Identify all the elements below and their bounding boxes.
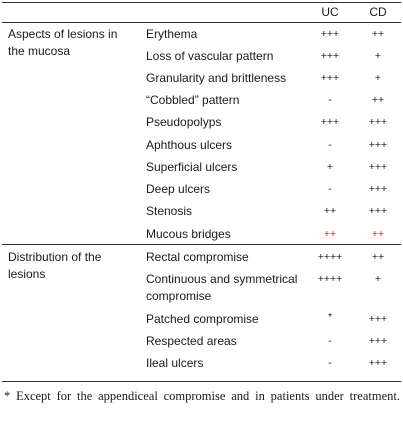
row-label: Patched compromise bbox=[146, 312, 259, 326]
row-label: Mucous bridges bbox=[146, 227, 231, 241]
cd-value: +++ bbox=[368, 183, 388, 195]
cd-value: ++ bbox=[371, 28, 385, 40]
uc-value: - bbox=[328, 183, 332, 195]
cd-value: +++ bbox=[368, 205, 388, 217]
row-label: Pseudopolyps bbox=[146, 115, 222, 129]
row-label: Continuous and symmetrical compromise bbox=[146, 272, 298, 303]
row-label: Rectal compromise bbox=[146, 250, 249, 264]
row-label: Erythema bbox=[146, 27, 198, 41]
row-label: Stenosis bbox=[146, 204, 193, 218]
column-header-uc: UC bbox=[321, 5, 339, 19]
row-label: Superficial ulcers bbox=[146, 160, 238, 174]
uc-value: +++ bbox=[320, 50, 340, 62]
uc-value: ++++ bbox=[317, 251, 343, 263]
cd-value: +++ bbox=[368, 139, 388, 151]
uc-value: +++ bbox=[320, 28, 340, 40]
row-label: Aphthous ulcers bbox=[146, 138, 233, 152]
uc-value: * bbox=[327, 311, 333, 323]
cd-value: + bbox=[374, 72, 382, 84]
uc-value: +++ bbox=[320, 72, 340, 84]
header-rule bbox=[2, 22, 401, 23]
top-rule bbox=[2, 2, 401, 3]
uc-value: - bbox=[328, 94, 332, 106]
uc-value: - bbox=[328, 139, 332, 151]
section-title-mucosa: Aspects of lesions in the mucosa bbox=[8, 27, 118, 58]
uc-value: ++ bbox=[323, 205, 337, 217]
uc-value-highlighted: ++ bbox=[323, 228, 337, 240]
cd-value: +++ bbox=[368, 357, 388, 369]
row-label: Ileal ulcers bbox=[146, 356, 204, 370]
row-label: “Cobbled” pattern bbox=[146, 93, 240, 107]
cd-value: ++ bbox=[371, 251, 385, 263]
uc-value: +++ bbox=[320, 116, 340, 128]
bottom-rule bbox=[2, 381, 401, 382]
cd-value: + bbox=[374, 273, 382, 285]
section-divider bbox=[2, 244, 401, 245]
cd-value: +++ bbox=[368, 161, 388, 173]
uc-value: ++++ bbox=[317, 273, 343, 285]
uc-value: + bbox=[326, 161, 334, 173]
section-title-distribution: Distribution of the lesions bbox=[8, 250, 102, 281]
column-header-cd: CD bbox=[369, 5, 387, 19]
row-label: Deep ulcers bbox=[146, 182, 211, 196]
cd-value: ++ bbox=[371, 94, 385, 106]
row-label: Granularity and brittleness bbox=[146, 71, 287, 85]
cd-value: + bbox=[374, 50, 382, 62]
footnote: * Except for the appendiceal compromise and in patients under treatment. bbox=[4, 389, 400, 403]
row-label: Loss of vascular pattern bbox=[146, 49, 274, 63]
uc-value: - bbox=[328, 357, 332, 369]
cd-value: +++ bbox=[368, 313, 388, 325]
row-label: Respected areas bbox=[146, 334, 237, 348]
uc-value: - bbox=[328, 335, 332, 347]
cd-value: +++ bbox=[368, 116, 388, 128]
cd-value-highlighted: ++ bbox=[371, 228, 385, 240]
cd-value: +++ bbox=[368, 335, 388, 347]
